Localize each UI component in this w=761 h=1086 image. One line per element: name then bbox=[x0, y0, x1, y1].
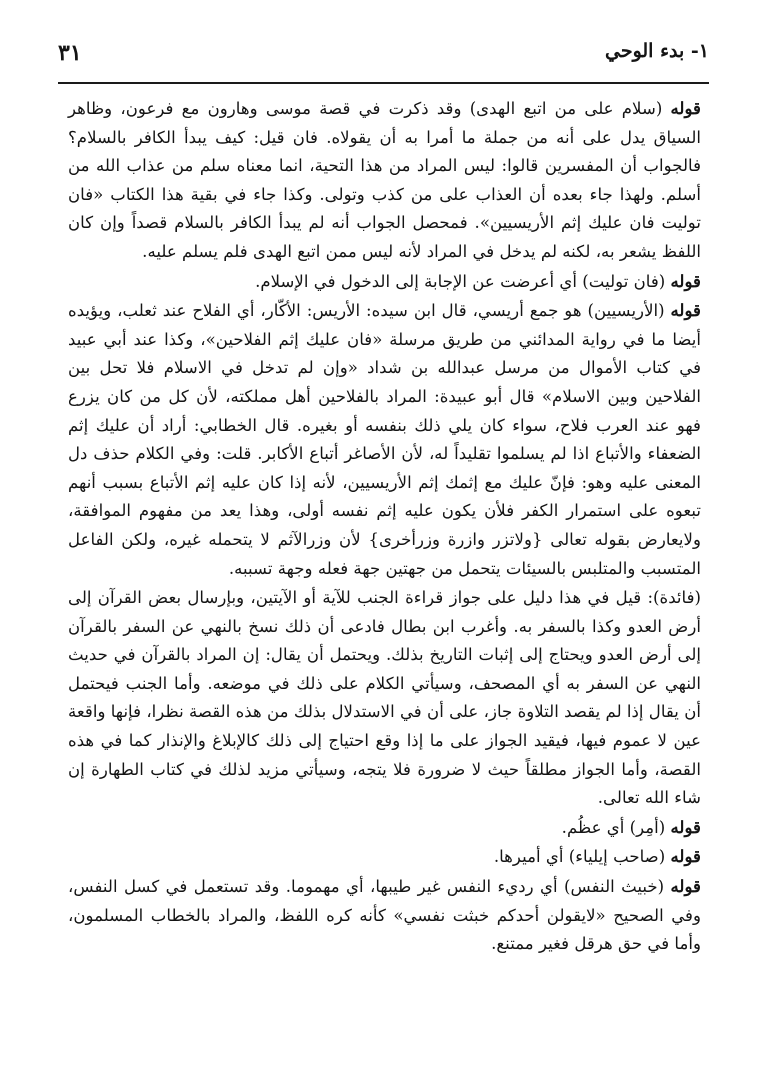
page-body bbox=[68, 94, 701, 959]
paragraph-arisiyyin bbox=[68, 296, 701, 583]
paragraph-text: (خبيث النفس) أي رديء النفس غير طيبها، أي مهموما. وقد تستعمل في كسل النفس، وفي الصحيح «لايقولن أحدكم خبثت نفسي» كأنه كره اللفظ، والمراد بالخطاب المسلمون، وأما في حق هرقل فغير ممتنع. bbox=[68, 877, 701, 954]
running-title: ١- بدء الوحي bbox=[605, 40, 709, 62]
paragraph-amir bbox=[68, 813, 701, 843]
page-number: ٣١ bbox=[58, 40, 82, 66]
paragraph-ilya bbox=[68, 842, 701, 872]
paragraph-tawallayt bbox=[68, 267, 701, 297]
paragraph-lead: قوله bbox=[670, 300, 701, 321]
paragraph-lead: قوله bbox=[670, 816, 701, 837]
header-rule bbox=[58, 82, 709, 84]
paragraph-lead: قوله bbox=[670, 846, 701, 867]
paragraph-text: (أمِر) أي عظُم. bbox=[561, 817, 671, 837]
paragraph-text: (سلام على من اتبع الهدى) وقد ذكرت في قصة موسى وهارون مع فرعون، وظاهر السياق يدل على أنه من جملة ما أمرا به أن يقولاه. فان قيل: كيف يبدأ الكافر بالسلام؟ فالجواب أن المفسرين قالوا: ليس المراد من هذا التحية، انما معناه سلم من عذاب الله من أسلم. ولهذا جاء بعده أن العذاب على من كذب وتولى. وكذا جاء في بقية هذا الكتاب «فان توليت فان عليك إثم الأريسيين». فمحصل الجواب أنه لم يبدأ الكافر بالسلام قصداً وإن كان اللفظ يشعر به، لكنه لم يدخل في المراد لأنه ليس ممن اتبع الهدى فلم يسلم عليه. bbox=[68, 99, 701, 261]
paragraph-text: (فائدة): قيل في هذا دليل على جواز قراءة الجنب للآية أو الآيتين، وبإرسال بعض القرآن إلى أرض العدو وكذا بالسفر به. وأغرب ابن بطال فادعى أن ذلك نسخ بالنهي عن السفر بالقرآن إلى أرض العدو ويحتاج إلى إثبات التاريخ بذلك. ويحتمل أن يقال: إن المراد بالقرآن في حديث النهي عن السفر به أي المصحف، وسيأتي الكلام على ذلك في موضعه. وأما الجنب فيحتمل أن يقال إذا لم يقصد التلاوة جاز، على أن في الاستدلال بذلك من هذه القصة نظرا، فإنها واقعة عين لا عموم فيها، فيقيد الجواز على ما إذا وقع احتياج إلى ذلك كالإبلاغ والإنذار كما في هذه القصة، وأما الجواز مطلقاً حيث لا ضرورة فلا يتجه، وسيأتي مزيد لذلك في كتاب الطهارة إن شاء الله تعالى. bbox=[68, 588, 701, 808]
paragraph-faida bbox=[68, 583, 701, 813]
paragraph-text: (الأريسيين) هو جمع أريسي، قال ابن سيده: الأريس: الأكّار، أي الفلاح عند ثعلب، ويؤيده أيضا ما في رواية المدائني من طريق مرسلة «فان عليك إثم الفلاحين»، وكذا عند أبي عبيد في كتاب الأموال من مرسل عبدالله بن شداد «وإن لم تدخل في الاسلام فلا تحل بين الفلاحين وبين الاسلام» قال أبو عبيدة: المراد بالفلاحين أهل مملكته، لأن كل من كان يزرع فهو عند العرب فلاح، سواء كان يلي ذلك بنفسه أو بغيره. قال الخطابي: أراد أن عليك إثم الضعفاء والأتباع اذا لم يسلموا تقليداً له، لأن الأصاغر أتباع الأكابر. قلت: وفي الكلام حذف دل المعنى عليه وهو: فإنّ عليك مع إثمك إثم الأريسيين، لأنه إذا كان عليه إثم الأتباع بسبب أنهم تبعوه على استمرار الكفر فلأن يكون عليه إثم نفسه أولى، وهذا يعد من مفهوم الموافقة، ولايعارض بقوله تعالى {ولاتزر وازرة وزرأخرى} لأن وزرالآثم لا يتحمله غيره، ولكن الفاعل المتسبب والمتلبس بالسيئات يتحمل من جهتين جهة فعله وجهة تسببه. bbox=[68, 301, 701, 578]
paragraph-lead: قوله bbox=[670, 98, 701, 118]
paragraph-khabith bbox=[68, 872, 701, 959]
paragraph-lead: قوله bbox=[670, 876, 701, 897]
page-header bbox=[58, 40, 709, 80]
paragraph-text: (صاحب إيلياء) أي أميرها. bbox=[493, 847, 671, 867]
paragraph-text: (فان توليت) أي أعرضت عن الإجابة إلى الدخول في الإسلام. bbox=[255, 271, 671, 291]
paragraph-lead: قوله bbox=[670, 270, 701, 291]
paragraph-salam bbox=[68, 94, 701, 267]
